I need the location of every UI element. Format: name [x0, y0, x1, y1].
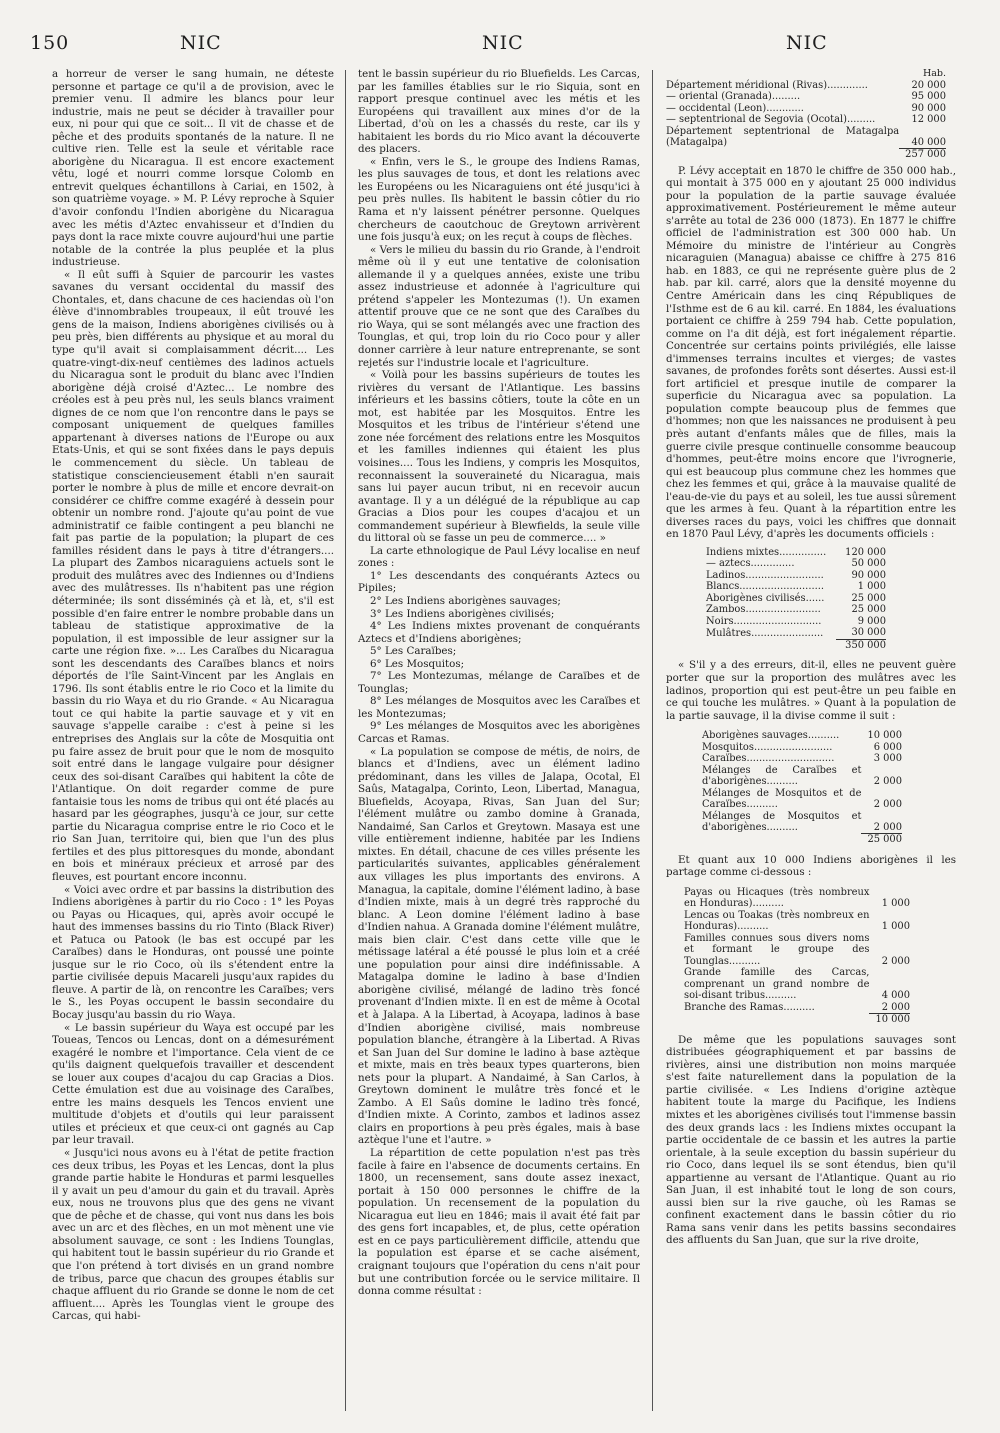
table-row [684, 1002, 910, 1014]
paragraph: La carte ethnologique de Paul Lévy localise en neuf zones : [358, 544, 640, 570]
paragraph: a horreur de verser le sang humain, ne déteste personne et partage ce qu'il a de provision, avec le premier venu. Il admire les blancs pour leur industrie, mais ne peut se décider à travailler pour eux, ni pour qui que ce soit... Il vit de chasse et de pêche et des produits spontanés de la nature. Il ne cultive rien. Telle est la seule et véritable race aborigène du Nicaragua. Il est encore exactement vêtu, logé et nourri comme lorsque Colomb en entrevit quelques échantillons à Cariai, en 1502, à son quatrième voyage. » M. P. Lévy reproche à Squier d'avoir confondu l'Indien aborigène du Nicaragua avec les métis d'Aztec envahisseur et d'Indien du pays dont la race mixte couvre aujourd'hui une partie notable de la contrée la plus peuplée et la plus industrieuse. [52, 68, 334, 269]
row-label: Ladinos......................... [706, 569, 824, 581]
paragraph: « Voilà pour les bassins supérieurs de toutes les rivières du versant de l'Atlantique. Les bassins inférieurs et les bassins côtiers, toute la côte en un mot, est habitée par les Mosquitos. Entre les Mosquitos et les tribus de l'intérieur s'étend une zone née forcément des relations entre les Mosquitos et les familles indiennes qui étaient les plus voisines.... Tous les Indiens, y compris les Mosquitos, reconnaissent la souveraineté du Nicaragua, mais sans lui payer aucun tribut, ni en recevoir aucun avantage. Il y a un délégué de la république au cap Gracias a Dios pour les coupes d'acajou et un commandement supérieur à Blewfields, la seule ville du littoral où se fasse un peu de commerce.... » [358, 369, 640, 545]
table-row [666, 91, 946, 103]
paragraph: 3° Les Indiens aborigènes civilisés; [370, 607, 555, 620]
population-table [666, 68, 946, 161]
text-column-3 [666, 68, 956, 1417]
table-row [702, 730, 902, 742]
table-row [684, 967, 910, 1002]
row-value: 95 000 [911, 91, 946, 102]
row-label: Aborigènes sauvages.......... [702, 730, 840, 742]
table-row [706, 593, 886, 605]
paragraph: « S'il y a des erreurs, dit-il, elles ne peuvent guère porter que sur la proportion des mulâtres avec les ladinos, proportion qui est peut-être un peu faible en ce qui touche les mulâtres. » Quant à la population de la partie sauvage, il la divise comme il suit : [666, 659, 956, 722]
row-value: 120 000 [845, 546, 886, 558]
row-label: Mosquitos......................... [702, 741, 833, 753]
row-value: 6 000 [873, 741, 902, 753]
row-label: — oriental (Granada)......... [666, 91, 801, 102]
row-value: 9 000 [857, 615, 886, 627]
table-total: 257 000 [899, 149, 946, 161]
row-value: 2 000 [873, 821, 902, 833]
table-total: 25 000 [861, 834, 902, 846]
paragraph: « La population se compose de métis, de noirs, de blancs et d'Indiens, avec un élément ladino prédominant, dans les villes de Jalapa, Ocotal, El Saûs, Matagalpa, Corinto, Leon, Libertad, Managua, Bluefields, Acoyapa, Rivas, San Juan del Sur; l'élément mulâtre ou zambo domine à Granada, Nandaimé, San Carlos et Greytown. Masaya est une ville entièrement indienne, habitée par les Indiens mixtes. En détail, chacune de ces villes présente les particularités suivantes, applicables généralement aux villages les plus importants des environs. A Managua, la capitale, domine l'élément ladino, à base d'Indien mixte, mais à un degré très rapproché du blanc. A Leon domine l'élément ladino à base d'Indien nahua. A Granada domine l'élément mulâtre, mais bien clair. C'est dans cette ville que le métissage latéral a été poussé le plus loin et a créé une population pour ainsi dire indéfinissable. A Matagalpa domine le ladino à base d'Indien aborigène civilisé, mélangé de ladino très foncé provenant d'Indien mixte. Il en est de même à Ocotal et à Jalapa. A la Libertad, à Acoyapa, ladinos à base d'Indien aborigène civilisé, mais nombreuse population blanche, étrangère à la Libertad. A Rivas et San Juan del Sur domine le ladino à base aztèque et mixte, mais en très beaux types quarterons, bien nets pour la plupart. A Nandaimé, à San Carlos, à Greytown dominent le mulâtre très foncé et le Zambo. A El Saûs domine le ladino très foncé, d'Indien mixte. A Corinto, zambos et ladinos assez clairs en proportions à peu près égales, mais à base aztèque l'une et l'autre. » [358, 745, 640, 1147]
row-label: Grande famille des Carcas, comprenant un grand nombre de soi-disant tribus.......... [684, 967, 870, 1002]
population-table [706, 547, 886, 652]
paragraph: 1° Les descendants des conquérants Aztecs ou Pipiles; [358, 569, 640, 595]
row-label: Mélanges de Caraïbes et d'aborigènes.......... [702, 764, 862, 788]
table-total: 10 000 [869, 1014, 910, 1026]
text-column-1 [52, 68, 334, 1417]
running-head-left: NIC [180, 32, 222, 54]
table-row [684, 910, 910, 933]
page-number: 150 [30, 32, 70, 54]
row-value: 25 000 [851, 604, 886, 616]
table-row [684, 933, 910, 968]
table-total-row [684, 1014, 910, 1026]
row-label: Lencas ou Toakas (très nombreux en Honduras).......... [684, 909, 870, 933]
row-value: 40 000 [911, 136, 946, 148]
row-label: Caraïbes............................ [702, 753, 835, 765]
paragraph: 7° Les Montezumas, mélange de Caraïbes et de Tounglas; [358, 670, 640, 695]
row-value: 12 000 [911, 114, 946, 125]
table-row [666, 103, 946, 115]
population-table [684, 887, 910, 1026]
row-label: Payas ou Hicaques (très nombreux en Honduras).......... [684, 886, 870, 910]
table-row [702, 742, 902, 754]
text-column-2 [358, 68, 640, 1417]
paragraph: 9° Les mélanges de Mosquitos avec les aborigènes Carcas et Ramas. [358, 720, 640, 745]
table-row [706, 604, 886, 616]
table-total-row [702, 834, 902, 846]
paragraph: « Il eût suffi à Squier de parcourir les vastes savanes du versant occidental du massif des Chontales, et, dans chacune de ces haciendas où l'on élève d'innombrables troupeaux, il eût trouvé les gens de la maison, Indiens aborigènes civilisés ou à peu près, bien différents au physique et au moral du type qu'il avait si complaisamment décrit.... Les quatre-vingt-dix-neuf centièmes des ladinos actuels du Nicaragua sont le produit du blanc avec l'Indien aborigène déjà croisé d'Aztec... Le nombre des créoles est à peu près nul, les seuls blancs vraiment dignes de ce nom que l'on rencontre dans le pays se composant uniquement de quelques familles appartenant à diverses nations de l'Europe ou aux Etats-Unis, et qui se sont fixées dans le pays depuis le commencement du siècle. Un tableau de statistique consciencieusement établi n'en saurait porter le nombre à plus de mille et encore devrait-on considérer ce chiffre comme exagéré à dessein pour obtenir un nombre rond. J'ajoute qu'au point de vue administratif ce faible contingent a peu blanchi ne fait pas partie de la population; la plupart de ces familles résident dans le pays à titre d'étrangers.... La plupart des Zambos nicaraguiens actuels sont le produit des mulâtres avec des Indiennes ou d'Indiens avec des mulâtresses. Ils n'habitent pas une région déterminée; ils sont disséminés çà et là, et, s'il est possible d'en faire entrer le nombre probable dans un tableau de statistique approximative de la population, il est impossible de leur assigner sur la carte une région fixe. »... Les Caraïbes du Nicaragua sont les descendants des Caraïbes blancs et noirs déportés de l'île Saint-Vincent par les Anglais en 1796. Ils sont établis entre le rio Coco et la limite du bassin du rio Waya et du rio Grande. « Au Nicaragua tout ce qui habite la partie sauvage et y vit en sauvage s'appelle caraibe : c'est à peine si les entreprises des Anglais sur la côte de Mosquitia ont pu faire assez de bruit pour que le nom de mosquito soit entré dans le langage vulgaire pour désigner ceux des soi-disant Caraïbes qui habitent la côte de l'Atlantique. On doit regarder comme de pure fantaisie tous les noms de tribus qui ont été placés au hasard par les géographes, jusqu'à ce jour, sur cette partie du Nicaragua comprise entre le rio Coco et le rio San Juan, territoire qui, bien que l'un des plus fertiles et des plus pittoresques du monde, abondant en bois et minéraux précieux et arrosé par des fleuves, est pourtant encore inconnu. [52, 268, 334, 883]
paragraph: La répartition de cette population n'est pas très facile à faire en l'absence de documents certains. En 1800, un recensement, sans doute assez inexact, portait à 150 000 personnes le chiffre de la population. Un recensement de la population du Nicaragua eut lieu en 1846; mais il avait été fait par des gens fort incapables, et, de plus, cette opération est en ce pays particulièrement difficile, attendu que la population est éparse et se cache aisément, craignant toujours que l'opération du cens n'ait pour but une contribution forcée ou le service militaire. Il donna comme résultat : [358, 1147, 640, 1298]
table-row [666, 114, 946, 126]
row-label: — aztecs.............. [706, 558, 795, 570]
table-row [666, 126, 946, 149]
paragraph: « Vers le milieu du bassin du rio Grande, à l'endroit même où il y eut une tentative de colonisation allemande il y a quelques années, existe une tribu assez industrieuse et adonnée à l'agriculture qui prétend s'appeler les Montezumas (!). Un examen attentif prouve que ce ne sont que des Caraïbes du rio Waya, qui se sont mélangés avec une fraction des Tounglas, et qui, trop loin du rio Coco pour y aller donner carrière à leur nature entreprenante, se sont rejetés sur l'industrie locale et l'agriculture. [358, 243, 640, 369]
row-label: Branche des Ramas.......... [684, 1002, 815, 1014]
table-row [702, 811, 902, 834]
row-label: — septentrional de Segovia (Ocotal)......... [666, 114, 876, 125]
row-label: Aborigènes civilisés...... [706, 592, 825, 604]
paragraph: 5° Les Caraïbes; [370, 645, 457, 658]
row-value: 2 000 [881, 1001, 910, 1013]
table-row [684, 887, 910, 910]
row-label: Mulâtres....................... [706, 627, 824, 639]
row-label: Mélanges de Mosquitos et d'aborigènes.......... [702, 810, 862, 834]
row-value: 1 000 [857, 581, 886, 593]
row-label: — occidental (Leon)............ [666, 102, 804, 114]
table-row [706, 616, 886, 628]
table-row [706, 547, 886, 559]
row-label: Indiens mixtes............... [706, 546, 827, 558]
paragraph: De même que les populations sauvages sont distribuées géographiquement et par bassins de rivières, ainsi une distribution non moins marquée s'est faite naturellement dans la population de la partie civilisée. « Les Indiens d'origine aztèque habitent toute la marge du Pacifique, les Indiens mixtes et les aborigènes civilisés tout l'immense bassin des deux grands lacs : les Indiens mixtes occupant la partie occidentale de ce bassin et les autres la partie orientale, à la seule exception du bassin supérieur du rio Coco, dans lequel ils se sont étendus, bien qu'il appartienne au versant de l'Atlantique. Quant au rio San Juan, il est inhabité tout le long de son cours, aussi bien sur la rive gauche, où les Ramas se confinent exactement dans le bassin côtier du rio Rama sans venir dans les petits bassins secondaires des affluents du San Juan, que sur la rive droite, [666, 1033, 956, 1247]
paragraph: 2° Les Indiens aborigènes sauvages; [370, 594, 561, 607]
row-label: Département septentrional de Matagalpa (Matagalpa) [666, 125, 900, 148]
table-total-row [666, 149, 946, 161]
paragraph: 6° Les Mosquitos; [370, 657, 465, 670]
paragraph: « Jusqu'ici nous avons eu à l'état de petite fraction ces deux tribus, les Poyas et les Lencas, dont la plus grande partie habite le Honduras et parmi lesquelles il y avait un peu d'amour du gain et du travail. Après eux, nous ne trouvons plus que des gens ne vivant que de pêche et de chasse, qui vont nus dans les bois avec un arc et des flèches, en un mot mènent une vie absolument sauvage, ce sont : les Indiens Tounglas, qui habitent tout le bassin supérieur du rio Grande et que l'on prétend à tort divisés en un grand nombre de tribus, parce que chacun des groupes établis sur chaque affluent du rio Grande se donne le nom de cet affluent.... Après les Tounglas vient le groupe des Carcas, qui habi- [52, 1147, 334, 1323]
paragraph: P. Lévy acceptait en 1870 le chiffre de 350 000 hab., qui montait à 375 000 en y ajoutant 25 000 individus pour la population de la partie sauvage évaluée approximativement. Postérieurement le même auteur s'arrête au total de 236 000 (1873). En 1877 le chiffre officiel de l'administration est 300 000 hab. Un Mémoire du ministre de l'intérieur au Congrès nicaraguien (Managua) abaisse ce chiffre à 275 816 hab. en 1883, ce qui ne représente guère plus de 2 hab. par kil. carré, alors que la densité moyenne du Centre Américain dans les cinq Républiques de l'Isthme est de 6 au kil. carré. En 1884, les évaluations portaient ce chiffre à 259 794 hab. Cette population, comme on l'a dit déjà, est fort inégalement répartie. Concentrée sur certains points privilégiés, elle laisse d'immenses terrains incultes et vierges; de vastes savanes, de profondes forêts sont désertes. Aussi est-il fort artificiel et presque inutile de comparer la superficie du Nicaragua avec sa population. La population compte beaucoup plus de femmes que d'hommes; non que les naissances ne produisent à peu près autant d'enfants mâles que de filles, mais la guerre civile presque continuelle consomme beaucoup d'hommes, peut-être moins encore que l'ivrognerie, qui est beaucoup plus commune chez les hommes que chez les femmes et qui, grâce à la mauvaise qualité de l'eau-de-vie du pays et au soleil, les tue aussi sûrement que les armes à feu. Quant à la répartition entre les diverses races du pays, voici les chiffres que donnait en 1870 Paul Lévy, d'après les documents officiels : [666, 164, 956, 541]
table-row [702, 788, 902, 811]
row-value: 1 000 [881, 921, 910, 933]
row-value: 90 000 [851, 569, 886, 581]
population-table [702, 730, 902, 846]
row-value: 30 000 [851, 627, 886, 639]
row-value: 20 000 [911, 79, 946, 91]
row-label: Familles connues sous divers noms et formant le groupe des Tounglas.......... [684, 932, 870, 967]
table-row [666, 80, 946, 92]
table-row [706, 558, 886, 570]
row-value: 2 000 [881, 955, 910, 967]
table-total: 350 000 [836, 639, 886, 651]
row-label: Zambos........................ [706, 604, 821, 616]
row-value: 3 000 [873, 753, 902, 765]
row-value: 10 000 [867, 730, 902, 742]
row-value: 1 000 [881, 898, 910, 910]
column-rule [652, 70, 653, 1411]
paragraph: 8° Les mélanges de Mosquitos avec les Caraïbes et les Montezumas; [358, 695, 640, 720]
table-row [706, 581, 886, 593]
paragraph: tent le bassin supérieur du rio Bluefields. Les Carcas, par les familles établies sur le rio Siquia, sont en rapport presque continuel avec les métis et les Européens qui travaillent aux mines d'or de la Libertad, d'où on les a chassés du reste, car ils y habitaient les bords du rio Mico avant la découverte des placers. [358, 68, 640, 156]
row-value: 2 000 [873, 799, 902, 811]
table-row [702, 753, 902, 765]
row-value: 2 000 [873, 776, 902, 788]
table-row [702, 765, 902, 788]
column-rule [345, 70, 346, 1411]
row-label: Noirs............................ [706, 615, 822, 627]
table-row [706, 570, 886, 582]
table-row [706, 627, 886, 639]
row-value: 25 000 [851, 592, 886, 604]
paragraph: Et quant aux 10 000 Indiens aborigènes il les partage comme ci-dessous : [666, 853, 956, 879]
row-label: Mélanges de Mosquitos et de Caraïbes.......... [702, 787, 862, 811]
row-value: 90 000 [911, 102, 946, 114]
unit-label: Hab. [922, 68, 946, 79]
row-label: Blancs........................... [706, 581, 825, 593]
paragraph: « Voici avec ordre et par bassins la distribution des Indiens aborigènes à partir du rio Coco : 1° les Poyas ou Payas ou Hicaques, qui, après avoir occupé le haut des immenses bassins du rio Tinto (Black River) et Patuca ou Patook (le bas est occupé par les Caraïbes) dans le Honduras, ont poussé une pointe jusque sur le rio Coco, où ils s'étendent entre la partie civilisée depuis Macareli jusqu'aux rapides du fleuve. A partir de là, on rencontre les Caraïbes; vers le S., les Poyas occupent le bassin secondaire du Bocay jusqu'au bassin du rio Waya. [52, 883, 334, 1022]
running-head-center: NIC [482, 32, 524, 54]
row-value: 50 000 [851, 558, 886, 570]
row-label: Département méridional (Rivas)............. [666, 79, 868, 91]
paragraph: 4° Les Indiens mixtes provenant de conquérants Aztecs et d'Indiens aborigènes; [358, 620, 640, 645]
row-value: 4 000 [881, 990, 910, 1002]
paragraph: « Enfin, vers le S., le groupe des Indiens Ramas, les plus sauvages de tous, et dont les relations avec les Européens ou les Nicaraguiens ont été jusqu'ici à peu près nulles. Ils habitent le bassin côtier du rio Rama et n'y laissent pénétrer personne. Quelques chercheurs de caoutchouc de Greytown arrivèrent une fois jusqu'à eux; on les reçut à coups de flèches. [358, 155, 640, 244]
paragraph: « Le bassin supérieur du Waya est occupé par les Toueas, Tencos ou Lencas, dont on a démesurément exagéré le nombre et l'importance. Cela vient de ce qu'ils daignent quelquefois travailler et descendent se louer aux coupes d'acajou du cap Gracias a Dios. Cette émulation est due au voisinage des Caraïbes, entre les mains desquels les Tencos envient une multitude d'objets et d'outils qui leur paraissent utiles et précieux et que ceux-ci ont gagnés au Cap par leur travail. [52, 1021, 334, 1147]
running-head-right: NIC [786, 32, 828, 54]
table-total-row [706, 639, 886, 651]
